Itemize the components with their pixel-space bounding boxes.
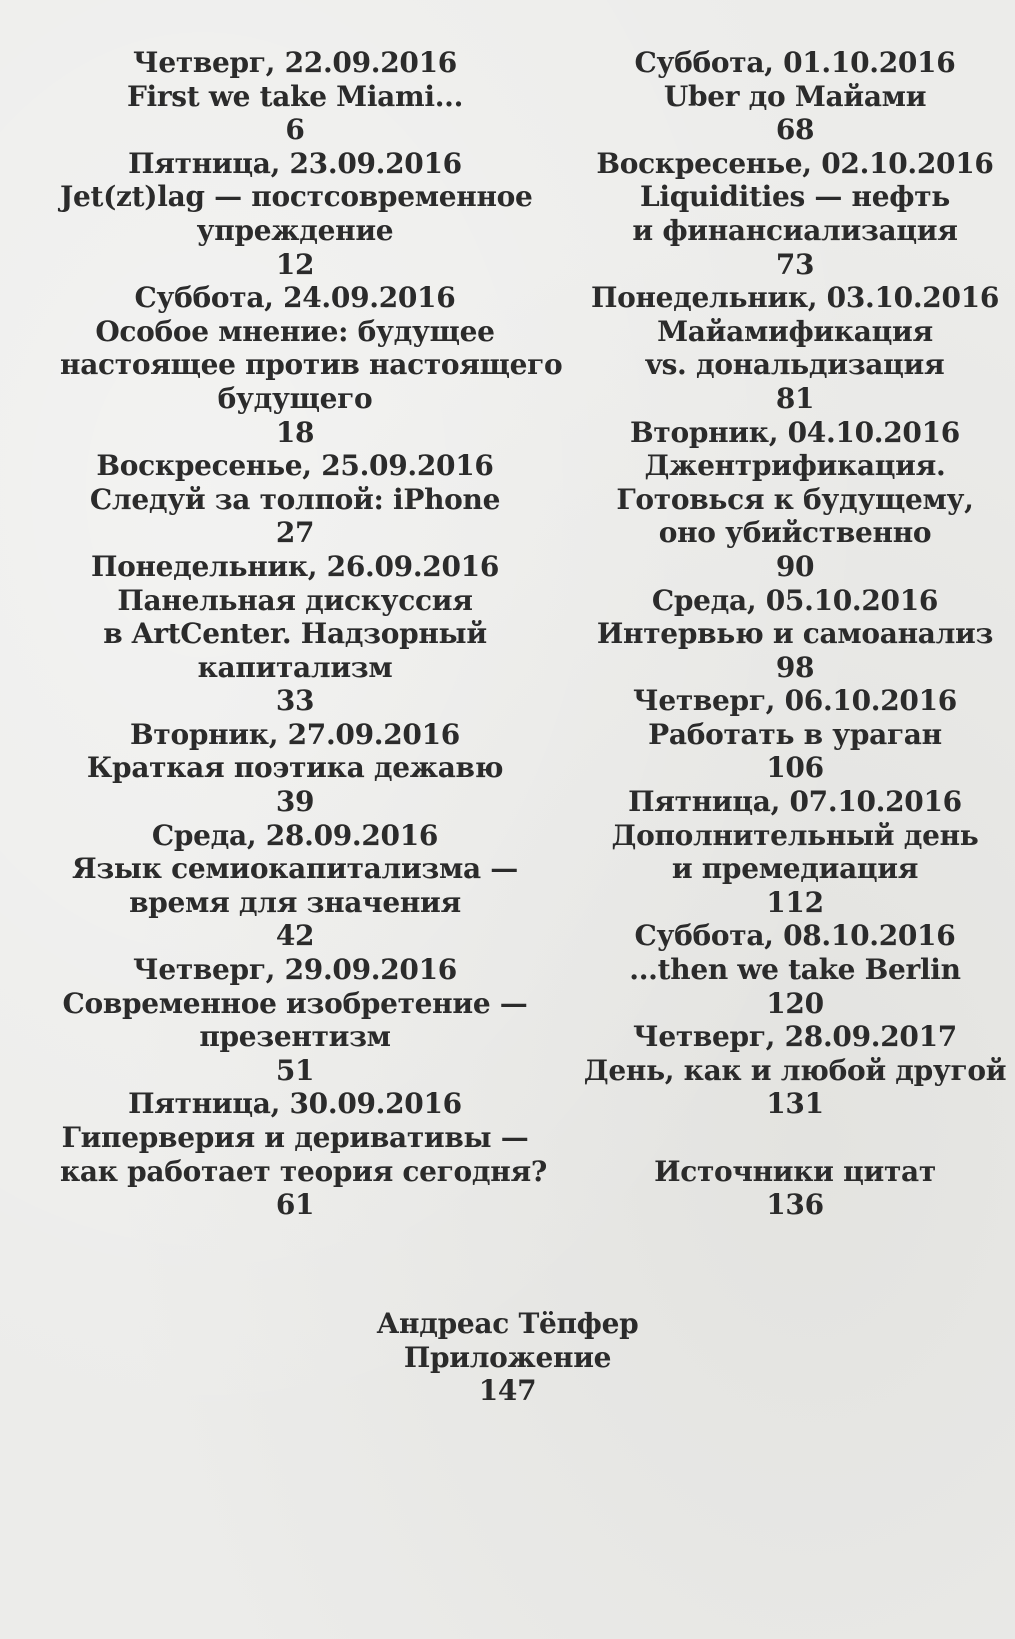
- entry-title: Дополнительный день: [611, 818, 979, 852]
- entry-title: Панельная дискуссия: [117, 583, 473, 617]
- entry-page: 6: [285, 113, 305, 147]
- entry-title: будущего: [217, 381, 373, 415]
- entry-title: упреждение: [196, 213, 394, 247]
- toc-entry: [60, 46, 530, 147]
- toc-left-column: [60, 46, 563, 1222]
- entry-page: 51: [275, 1053, 315, 1087]
- toc-right-column: [580, 46, 1010, 1222]
- toc-entry: [60, 449, 530, 550]
- entry-title: и премедиация: [671, 852, 919, 886]
- toc-entry: [580, 919, 1010, 1020]
- toc-entry: [60, 550, 530, 718]
- entry-date: Понедельник, 03.10.2016: [590, 281, 1000, 315]
- entry-title: Язык семиокапитализма —: [71, 852, 519, 886]
- entry-page: 106: [766, 751, 824, 785]
- entry-date: Воскресенье, 25.09.2016: [96, 449, 494, 483]
- sources-title: Источники цитат: [654, 1154, 936, 1188]
- entry-date: Суббота, 01.10.2016: [634, 46, 956, 79]
- entry-title: в ArtCenter. Надзорный: [103, 617, 487, 651]
- entry-date: Среда, 05.10.2016: [651, 583, 939, 617]
- entry-date: Вторник, 04.10.2016: [630, 415, 960, 449]
- entry-page: 42: [275, 919, 315, 953]
- entry-date: Суббота, 08.10.2016: [634, 919, 956, 953]
- entry-date: Четверг, 29.09.2016: [133, 953, 457, 987]
- entry-title: Uber до Майами: [663, 79, 927, 113]
- entry-date: Понедельник, 26.09.2016: [90, 549, 500, 583]
- entry-page: 68: [775, 113, 815, 147]
- toc-entry: [580, 785, 1010, 919]
- toc-entry: [580, 281, 1010, 415]
- entry-title: как работает теория сегодня?: [60, 1154, 547, 1188]
- entry-page: 33: [275, 684, 315, 718]
- entry-title: First we take Miami...: [126, 79, 464, 113]
- spacer: [580, 1121, 1010, 1155]
- entry-page: 73: [775, 247, 815, 281]
- entry-title: ...then we take Berlin: [629, 953, 961, 987]
- toc-entry: [60, 718, 530, 819]
- entry-title: vs. дональдизация: [645, 348, 945, 382]
- entry-date: Пятница, 07.10.2016: [628, 785, 962, 819]
- toc-entry: [60, 281, 563, 449]
- entry-date: Вторник, 27.09.2016: [130, 717, 460, 751]
- toc-entry: [60, 953, 530, 1087]
- entry-title: Джентрификация.: [644, 449, 946, 483]
- toc-entry: [60, 819, 530, 953]
- entry-title: Jet(zt)lag — постсовременное: [60, 180, 533, 214]
- entry-page: 131: [766, 1087, 824, 1121]
- entry-title: презентизм: [199, 1020, 391, 1054]
- toc-entry: [580, 684, 1010, 785]
- entry-title: Следуй за толпой: iPhone: [89, 482, 501, 516]
- entry-date: Четверг, 22.09.2016: [133, 46, 457, 79]
- entry-title: Liquidities — нефть: [640, 180, 950, 214]
- entry-page: 90: [775, 549, 815, 583]
- appendix-title: Приложение: [403, 1340, 612, 1374]
- entry-title: Особое мнение: будущее: [95, 314, 495, 348]
- entry-page: 12: [275, 247, 315, 281]
- toc-entry: [580, 584, 1010, 685]
- entry-title: время для значения: [129, 885, 461, 919]
- entry-date: Четверг, 28.09.2017: [633, 1020, 957, 1054]
- entry-date: Суббота, 24.09.2016: [134, 281, 456, 315]
- toc-entry: [580, 46, 1010, 147]
- toc-entry: [580, 1020, 1010, 1121]
- entry-title: капитализм: [197, 650, 393, 684]
- toc-entry-sources: [580, 1155, 1010, 1222]
- entry-page: 18: [275, 415, 315, 449]
- entry-title: Работать в ураган: [648, 717, 942, 751]
- entry-page: 81: [775, 381, 815, 415]
- appendix-author: Андреас Тёпфер: [376, 1307, 639, 1340]
- entry-date: Четверг, 06.10.2016: [633, 684, 957, 718]
- sources-page: 136: [766, 1188, 824, 1222]
- entry-date: Воскресенье, 02.10.2016: [596, 146, 994, 180]
- entry-title: настоящее против настоящего: [60, 348, 563, 382]
- entry-page: 61: [275, 1188, 315, 1222]
- entry-title: Краткая поэтика дежавю: [86, 751, 504, 785]
- entry-date: Пятница, 30.09.2016: [128, 1087, 462, 1121]
- entry-title: Майамификация: [657, 314, 933, 348]
- appendix-page: 147: [478, 1374, 537, 1408]
- entry-page: 27: [275, 516, 315, 550]
- entry-title: Современное изобретение —: [62, 986, 528, 1020]
- entry-title: и финансиализация: [632, 213, 958, 247]
- toc-entry: [580, 416, 1010, 584]
- entry-title: оно убийственно: [658, 516, 932, 550]
- entry-title: Интервью и самоанализ: [596, 617, 994, 651]
- toc-entry: [580, 147, 1010, 281]
- entry-page: 98: [775, 650, 815, 684]
- entry-page: 112: [766, 885, 824, 919]
- entry-title: День, как и любой другой: [583, 1053, 1007, 1087]
- entry-date: Среда, 28.09.2016: [151, 818, 439, 852]
- entry-title: Гиперверия и деривативы —: [61, 1121, 529, 1154]
- entry-page: 120: [766, 986, 824, 1020]
- entry-date: Пятница, 23.09.2016: [128, 146, 462, 180]
- toc-entry-appendix: [0, 1307, 1015, 1408]
- toc-entry: [60, 146, 533, 281]
- entry-page: 39: [275, 785, 315, 819]
- toc-entry: [60, 1087, 547, 1222]
- entry-title: Готовься к будущему,: [616, 482, 974, 516]
